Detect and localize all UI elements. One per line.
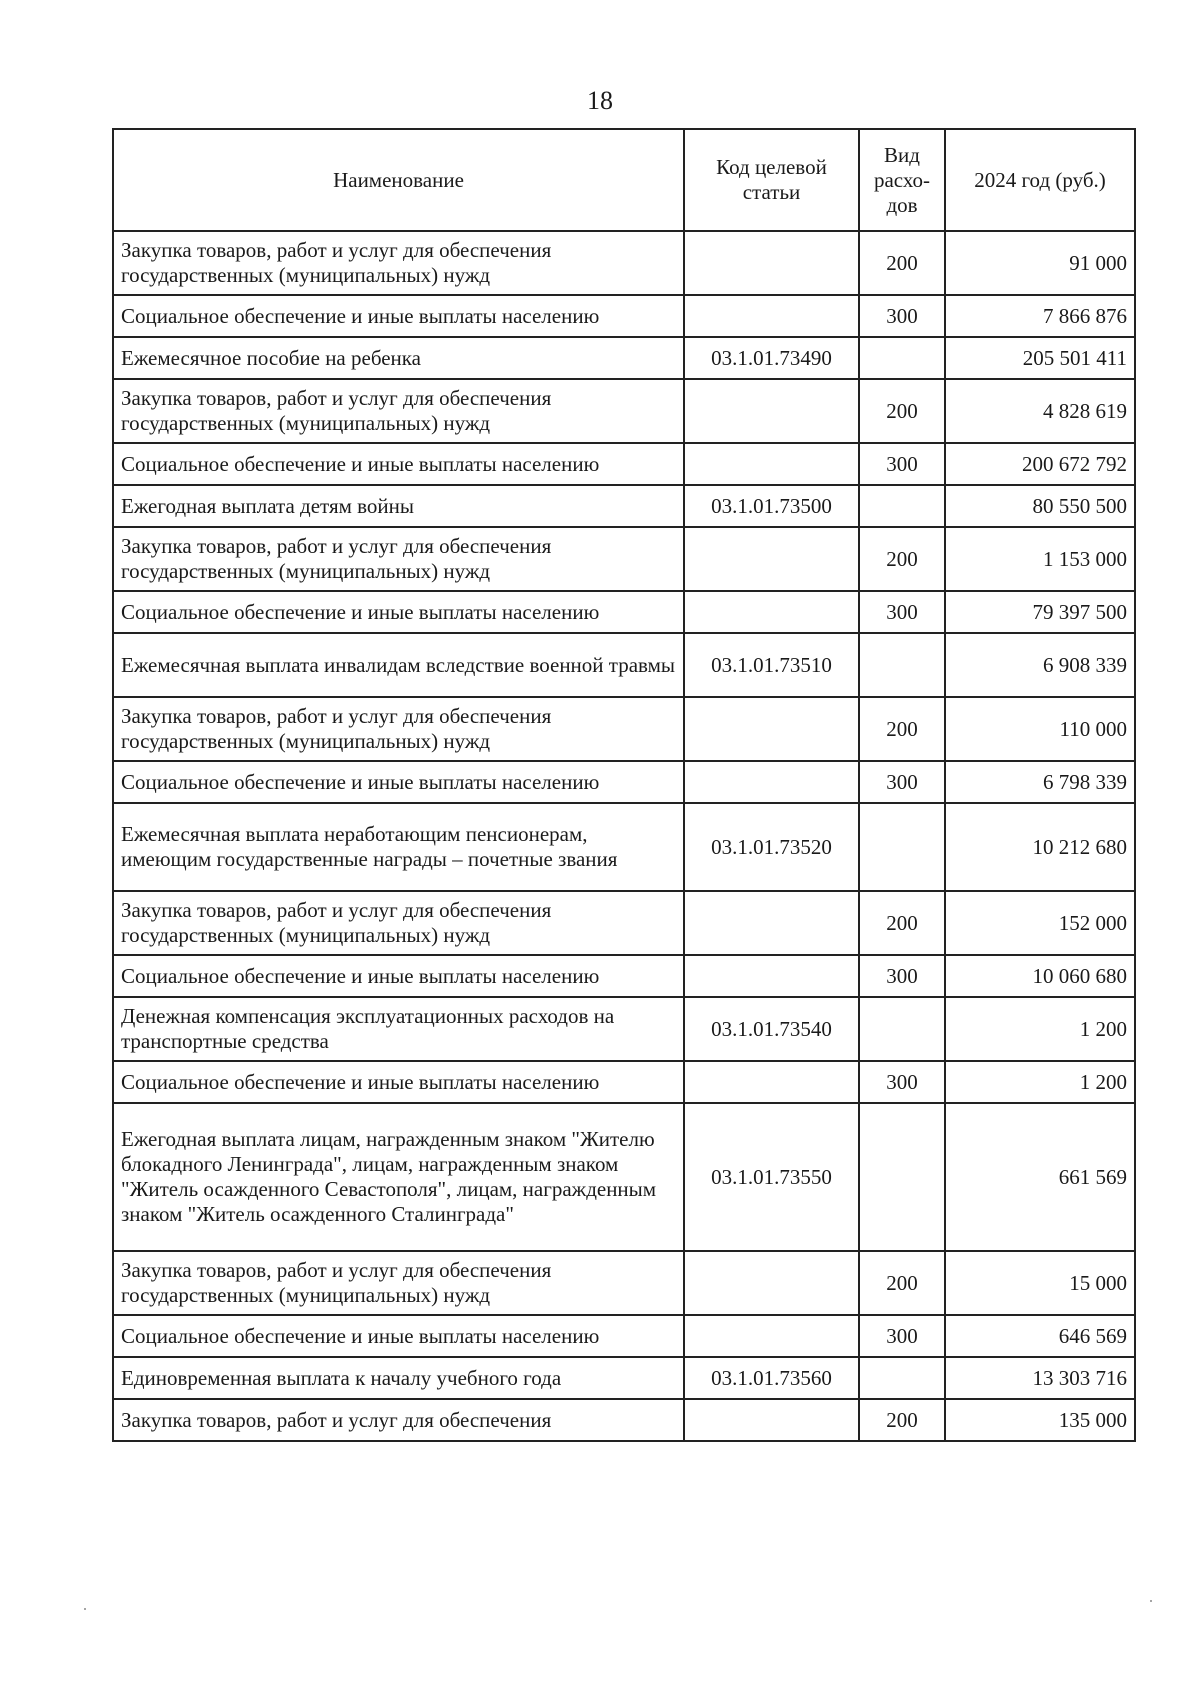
- cell-code: [684, 1251, 859, 1315]
- cell-code: [684, 295, 859, 337]
- cell-kind: [859, 633, 945, 697]
- cell-code: 03.1.01.73510: [684, 633, 859, 697]
- cell-name: Социальное обеспечение и иные выплаты населению: [113, 591, 684, 633]
- cell-amount: 661 569: [945, 1103, 1135, 1251]
- cell-kind: 200: [859, 379, 945, 443]
- cell-kind: [859, 1357, 945, 1399]
- cell-name: Единовременная выплата к началу учебного года: [113, 1357, 684, 1399]
- table-row: [113, 527, 1135, 591]
- cell-amount: 6 798 339: [945, 761, 1135, 803]
- table-row: [113, 803, 1135, 891]
- table-row: [113, 633, 1135, 697]
- cell-kind: 300: [859, 591, 945, 633]
- cell-kind: 200: [859, 891, 945, 955]
- table-row: [113, 337, 1135, 379]
- scan-speck: [1150, 1600, 1152, 1602]
- cell-kind: 200: [859, 527, 945, 591]
- cell-code: [684, 443, 859, 485]
- cell-name: Ежемесячная выплата инвалидам вследствие военной травмы: [113, 633, 684, 697]
- cell-name: Ежемесячная выплата неработающим пенсионерам, имеющим государственные награды – почетные звания: [113, 803, 684, 891]
- table-row: [113, 485, 1135, 527]
- cell-code: [684, 891, 859, 955]
- header-name: Наименование: [113, 129, 684, 231]
- cell-code: [684, 591, 859, 633]
- page-number: 18: [587, 86, 613, 115]
- cell-code: [684, 527, 859, 591]
- cell-code: [684, 1315, 859, 1357]
- header-amount: 2024 год (руб.): [945, 129, 1135, 231]
- cell-kind: [859, 803, 945, 891]
- cell-amount: 1 200: [945, 997, 1135, 1061]
- cell-code: 03.1.01.73560: [684, 1357, 859, 1399]
- cell-amount: 80 550 500: [945, 485, 1135, 527]
- cell-amount: 200 672 792: [945, 443, 1135, 485]
- cell-kind: 200: [859, 231, 945, 295]
- cell-amount: 7 866 876: [945, 295, 1135, 337]
- cell-kind: 200: [859, 1251, 945, 1315]
- cell-name: Социальное обеспечение и иные выплаты населению: [113, 443, 684, 485]
- cell-name: Социальное обеспечение и иные выплаты населению: [113, 1061, 684, 1103]
- cell-name: Ежегодная выплата лицам, награжденным знаком "Жителю блокадного Ленинграда", лицам, награжденным знаком "Житель осажденного Севастополя", лицам, награжденным знаком "Житель осажденного Сталинграда": [113, 1103, 684, 1251]
- table-row: [113, 761, 1135, 803]
- header-kind: Вид расхо-дов: [859, 129, 945, 231]
- cell-code: 03.1.01.73490: [684, 337, 859, 379]
- cell-amount: 10 212 680: [945, 803, 1135, 891]
- table-row: [113, 443, 1135, 485]
- scan-speck: [84, 1608, 86, 1610]
- cell-kind: 300: [859, 955, 945, 997]
- cell-name: Социальное обеспечение и иные выплаты населению: [113, 295, 684, 337]
- table-row: [113, 1251, 1135, 1315]
- budget-table: [112, 128, 1136, 1442]
- table-row: [113, 997, 1135, 1061]
- cell-name: Ежемесячное пособие на ребенка: [113, 337, 684, 379]
- cell-code: 03.1.01.73540: [684, 997, 859, 1061]
- cell-kind: 300: [859, 443, 945, 485]
- table-row: [113, 295, 1135, 337]
- table-row: [113, 1103, 1135, 1251]
- table-row: [113, 231, 1135, 295]
- cell-kind: [859, 337, 945, 379]
- cell-kind: 300: [859, 1061, 945, 1103]
- cell-name: Закупка товаров, работ и услуг для обеспечения государственных (муниципальных) нужд: [113, 891, 684, 955]
- cell-name: Закупка товаров, работ и услуг для обеспечения государственных (муниципальных) нужд: [113, 697, 684, 761]
- cell-amount: 1 200: [945, 1061, 1135, 1103]
- cell-amount: 6 908 339: [945, 633, 1135, 697]
- cell-amount: 4 828 619: [945, 379, 1135, 443]
- cell-name: Социальное обеспечение и иные выплаты населению: [113, 1315, 684, 1357]
- table-row: [113, 955, 1135, 997]
- cell-code: [684, 379, 859, 443]
- cell-name: Закупка товаров, работ и услуг для обеспечения государственных (муниципальных) нужд: [113, 379, 684, 443]
- cell-kind: 200: [859, 1399, 945, 1441]
- cell-amount: 110 000: [945, 697, 1135, 761]
- table-row: [113, 891, 1135, 955]
- cell-code: [684, 231, 859, 295]
- table-row: [113, 1399, 1135, 1441]
- table-row: [113, 1357, 1135, 1399]
- cell-amount: 205 501 411: [945, 337, 1135, 379]
- cell-code: [684, 955, 859, 997]
- cell-name: Закупка товаров, работ и услуг для обеспечения государственных (муниципальных) нужд: [113, 1251, 684, 1315]
- cell-name: Закупка товаров, работ и услуг для обеспечения государственных (муниципальных) нужд: [113, 527, 684, 591]
- cell-kind: [859, 997, 945, 1061]
- cell-kind: [859, 1103, 945, 1251]
- cell-amount: 135 000: [945, 1399, 1135, 1441]
- cell-kind: 200: [859, 697, 945, 761]
- cell-code: [684, 697, 859, 761]
- cell-amount: 646 569: [945, 1315, 1135, 1357]
- cell-amount: 13 303 716: [945, 1357, 1135, 1399]
- table-row: [113, 379, 1135, 443]
- cell-amount: 15 000: [945, 1251, 1135, 1315]
- cell-code: 03.1.01.73520: [684, 803, 859, 891]
- cell-code: [684, 1061, 859, 1103]
- table-row: [113, 591, 1135, 633]
- table-header-row: [113, 129, 1135, 231]
- cell-name: Ежегодная выплата детям войны: [113, 485, 684, 527]
- cell-code: 03.1.01.73500: [684, 485, 859, 527]
- cell-name: Социальное обеспечение и иные выплаты населению: [113, 955, 684, 997]
- cell-code: [684, 761, 859, 803]
- cell-kind: 300: [859, 761, 945, 803]
- header-code: Код целевой статьи: [684, 129, 859, 231]
- cell-name: Закупка товаров, работ и услуг для обеспечения государственных (муниципальных) нужд: [113, 231, 684, 295]
- cell-name: Социальное обеспечение и иные выплаты населению: [113, 761, 684, 803]
- table-row: [113, 1315, 1135, 1357]
- cell-name: Закупка товаров, работ и услуг для обеспечения: [113, 1399, 684, 1441]
- cell-code: [684, 1399, 859, 1441]
- cell-kind: 300: [859, 295, 945, 337]
- cell-amount: 10 060 680: [945, 955, 1135, 997]
- cell-kind: 300: [859, 1315, 945, 1357]
- cell-amount: 152 000: [945, 891, 1135, 955]
- cell-amount: 91 000: [945, 231, 1135, 295]
- cell-amount: 1 153 000: [945, 527, 1135, 591]
- cell-code: 03.1.01.73550: [684, 1103, 859, 1251]
- cell-kind: [859, 485, 945, 527]
- table-row: [113, 697, 1135, 761]
- cell-amount: 79 397 500: [945, 591, 1135, 633]
- cell-name: Денежная компенсация эксплуатационных расходов на транспортные средства: [113, 997, 684, 1061]
- table-row: [113, 1061, 1135, 1103]
